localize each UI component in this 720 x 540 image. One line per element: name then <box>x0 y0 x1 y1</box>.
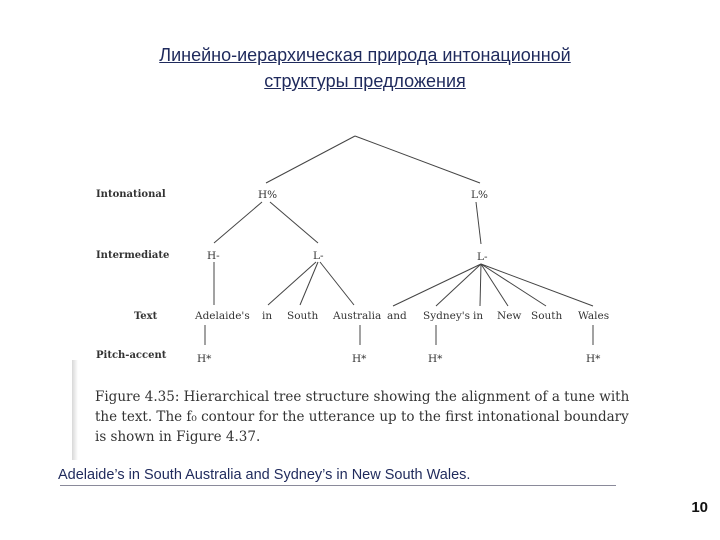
word: in <box>473 310 484 322</box>
edge-h-percent-h-minus <box>214 202 262 243</box>
edge-australia <box>320 262 354 305</box>
word: Sydney's <box>423 310 471 322</box>
edge-and <box>393 264 481 306</box>
pitch-accent-labels <box>197 353 601 365</box>
node-l-minus-1: L- <box>313 250 324 262</box>
node-h-percent: H% <box>258 189 278 201</box>
edge-l-percent-l-minus <box>476 202 481 244</box>
tier-label-intermediate: Intermediate <box>96 250 170 261</box>
word: Australia <box>333 310 382 322</box>
edge-root-left <box>266 136 355 183</box>
figure-caption <box>95 387 630 447</box>
caption-line-1: Figure 4.35: Hierarchical tree structure showing the alignment of a tune with <box>95 389 630 405</box>
pitch-accent: H* <box>197 353 212 365</box>
caption-line-3: is shown in Figure 4.37. <box>95 429 261 445</box>
page-number: 10 <box>691 499 708 516</box>
divider <box>60 485 616 486</box>
tier-label-intonational: Intonational <box>96 189 166 200</box>
tier-label-pitch-accent: Pitch-accent <box>96 350 167 361</box>
pitch-accent: H* <box>586 353 601 365</box>
slide-title-line-1: Линейно-иерархическая природа интонационной <box>159 45 571 65</box>
pitch-accent: H* <box>428 353 443 365</box>
pitch-accent: H* <box>352 353 367 365</box>
node-l-percent: L% <box>471 189 488 201</box>
edge-root-right <box>355 136 480 183</box>
example-sentence: Adelaide’s in South Australia and Sydney’s in New South Wales. <box>58 467 471 483</box>
word: New <box>497 310 522 322</box>
edge-new <box>481 264 508 306</box>
word: in <box>262 310 273 322</box>
word: and <box>387 310 407 322</box>
word: Adelaide's <box>195 310 250 322</box>
node-h-minus: H- <box>207 250 220 262</box>
edge-in-2 <box>480 264 481 306</box>
word: Wales <box>578 310 610 322</box>
word: South <box>287 310 319 322</box>
tier-label-text: Text <box>134 311 158 322</box>
text-tier-words <box>194 310 609 322</box>
word: South <box>531 310 563 322</box>
node-l-minus-2: L- <box>477 251 488 263</box>
caption-line-2: the text. The f₀ contour for the utterance up to the first intonational boundary <box>95 409 629 425</box>
edge-sydneys <box>436 264 481 306</box>
edge-h-percent-l-minus <box>270 202 318 243</box>
slide-title-line-2: структуры предложения <box>264 71 466 91</box>
